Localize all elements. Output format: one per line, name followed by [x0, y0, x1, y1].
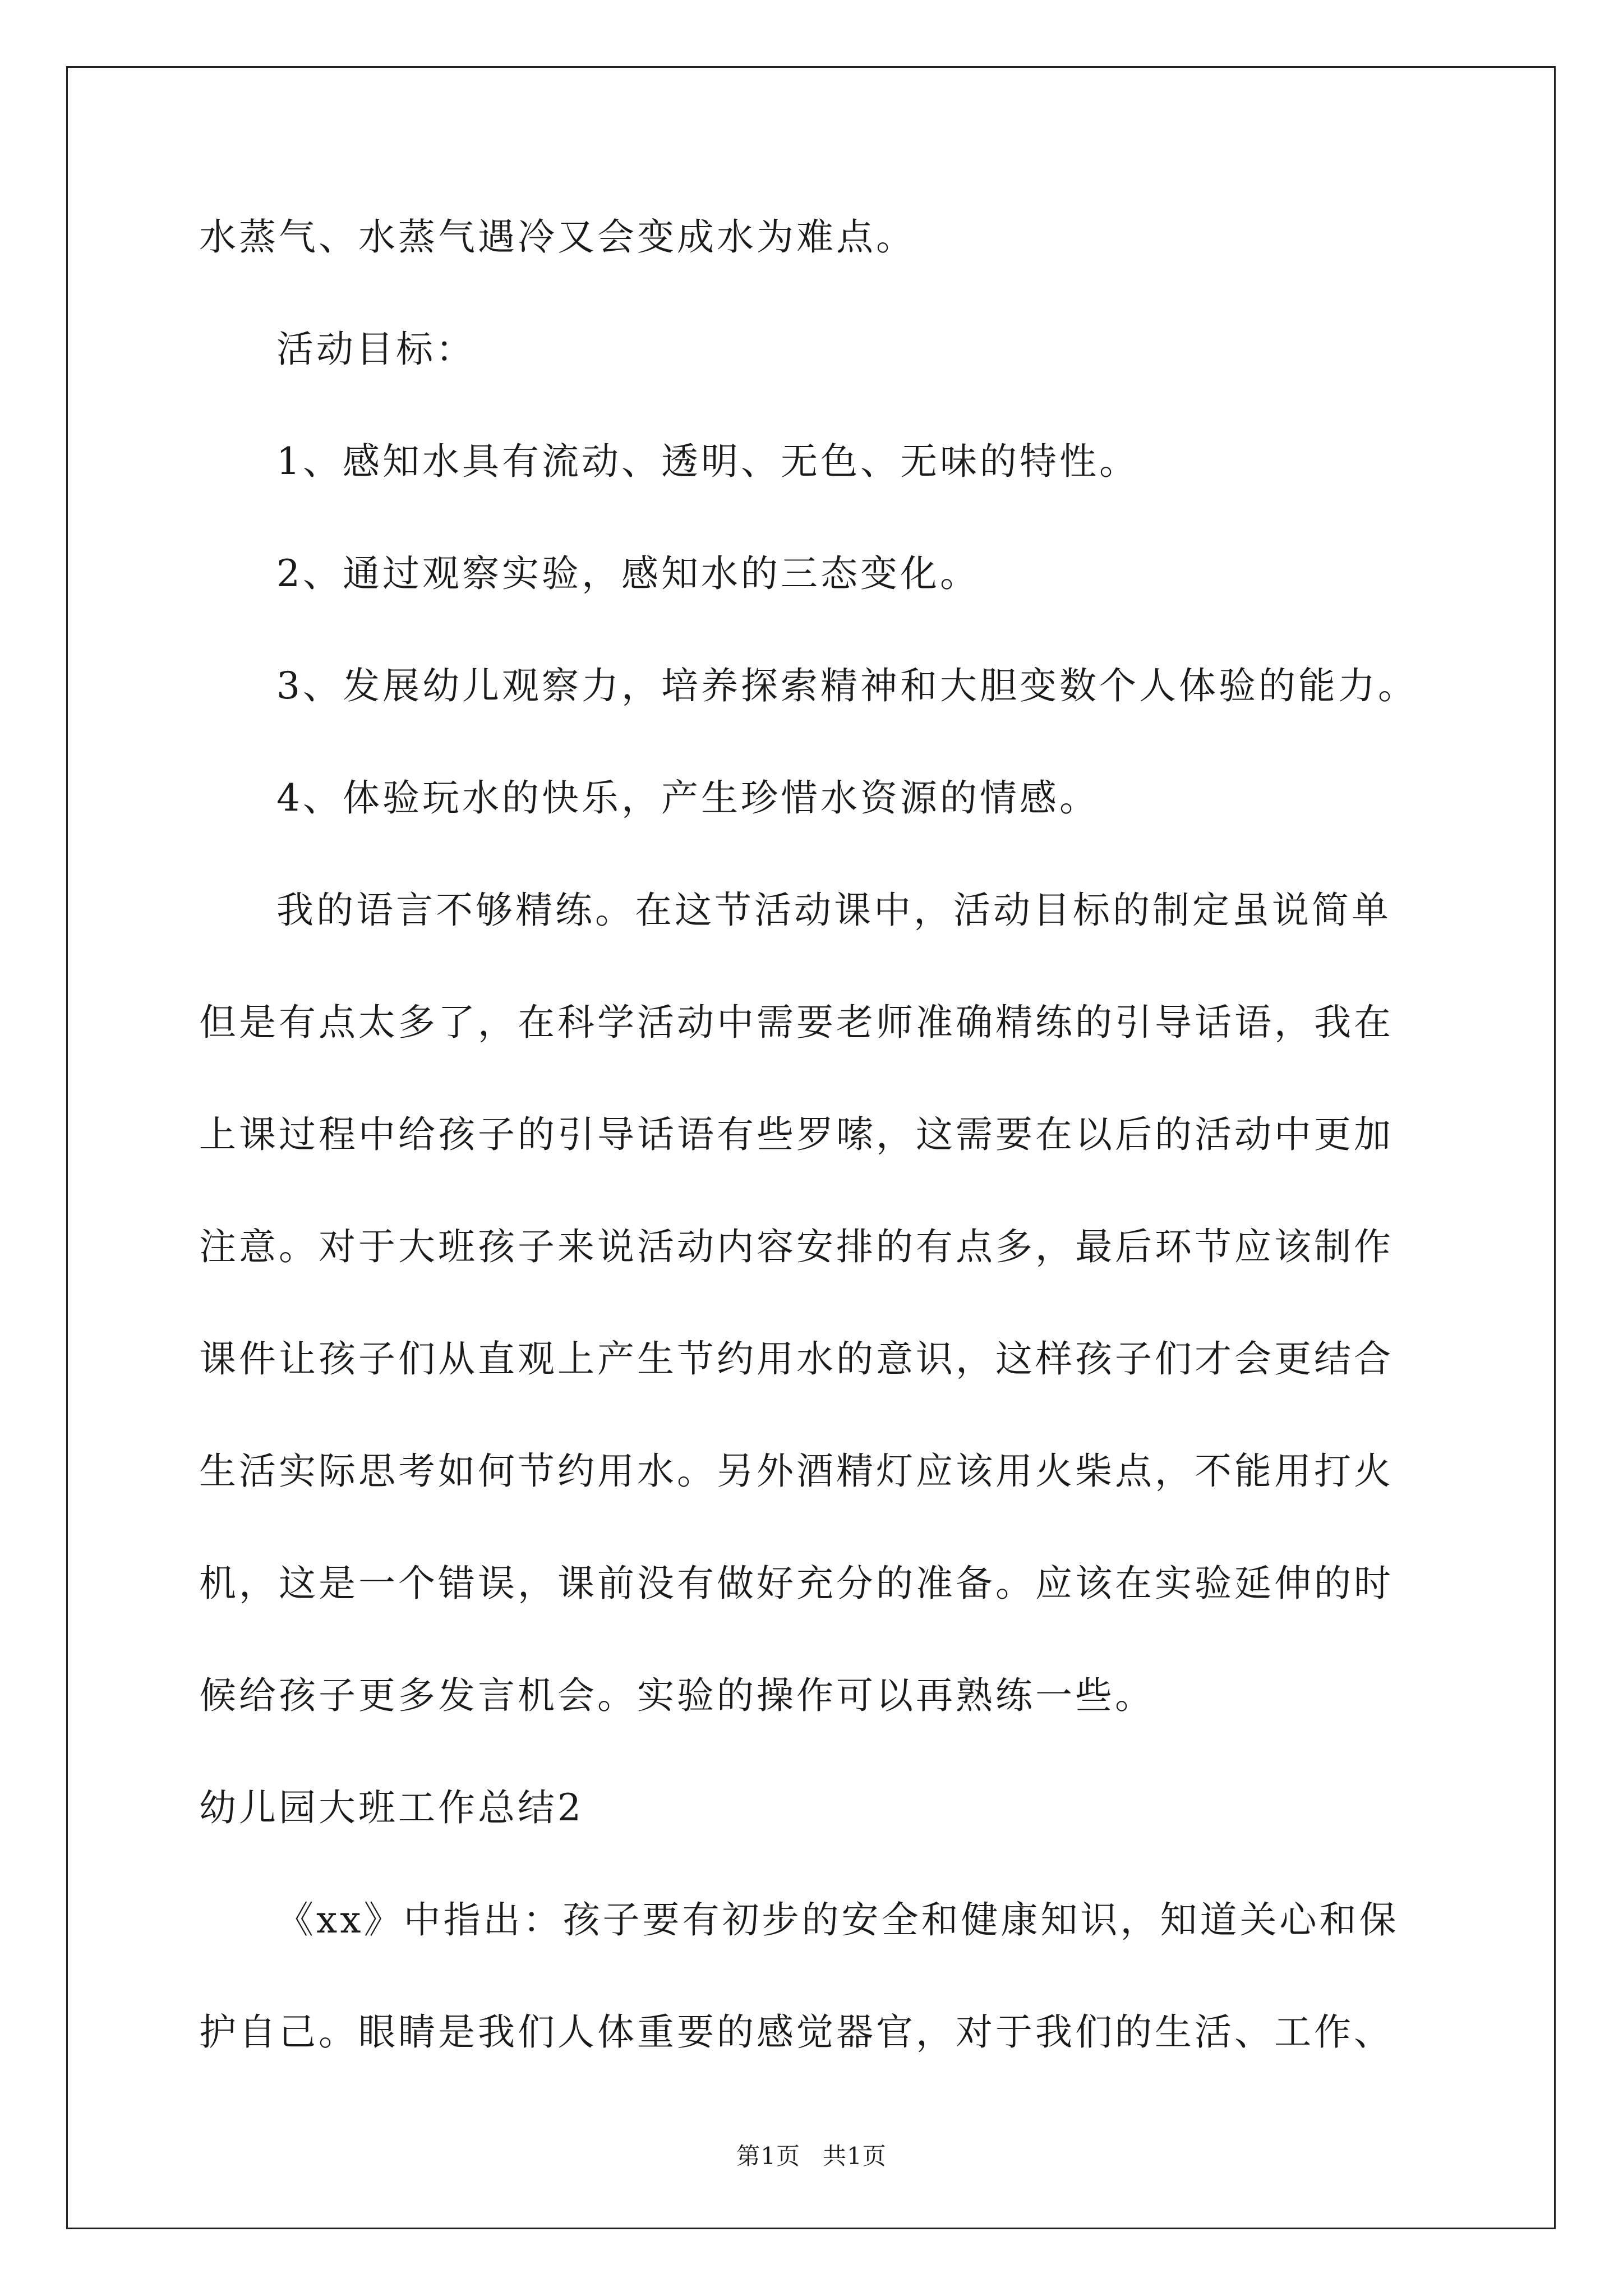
goal-item-3: 3、发展幼儿观察力，培养探索精神和大胆变数个人体验的能力。: [276, 664, 1418, 707]
text-line-1: 水蒸气、水蒸气遇冷又会变成水为难点。: [199, 215, 916, 259]
paragraph-reflection-line-7: 机，这是一个错误，课前没有做好充分的准备。应该在实验延伸的时: [199, 1562, 1394, 1605]
page-footer: [0, 2142, 1623, 2170]
goal-item-2: 2、通过观察实验，感知水的三态变化。: [276, 552, 980, 595]
goal-item-4: 4、体验玩水的快乐，产生珍惜水资源的情感。: [276, 776, 1099, 820]
section-heading-goals: 活动目标：: [276, 328, 476, 371]
paragraph-reflection-line-2: 但是有点太多了，在科学活动中需要老师准确精练的引导话语，我在: [199, 1001, 1394, 1044]
paragraph-reflection-line-4: 注意。对于大班孩子来说活动内容安排的有点多，最后环节应该制作: [199, 1225, 1394, 1268]
paragraph-reflection-line-3: 上课过程中给孩子的引导话语有些罗嗦，这需要在以后的活动中更加: [199, 1113, 1394, 1156]
paragraph-reflection-line-8: 候给孩子更多发言机会。实验的操作可以再熟练一些。: [199, 1674, 1155, 1717]
paragraph-reflection-line-5: 课件让孩子们从直观上产生节约用水的意识，这样孩子们才会更结合: [199, 1337, 1394, 1381]
paragraph-reflection-line-6: 生活实际思考如何节约用水。另外酒精灯应该用火柴点，不能用打火: [199, 1450, 1394, 1493]
document-body: [199, 215, 1438, 2126]
total-pages: 共1页: [823, 2142, 887, 2170]
paragraph-summary-line-2: 护自己。眼睛是我们人体重要的感觉器官，对于我们的生活、工作、: [199, 2010, 1394, 2054]
paragraph-summary-line-1: 《xx》中指出：孩子要有初步的安全和健康知识，知道关心和保: [276, 1898, 1399, 1941]
goal-item-1: 1、感知水具有流动、透明、无色、无味的特性。: [276, 440, 1139, 483]
section-title-summary-2: 幼儿园大班工作总结2: [199, 1786, 584, 1829]
paragraph-reflection-line-1: 我的语言不够精练。在这节活动课中，活动目标的制定虽说简单: [276, 889, 1391, 932]
page-number: 第1页: [736, 2142, 800, 2170]
